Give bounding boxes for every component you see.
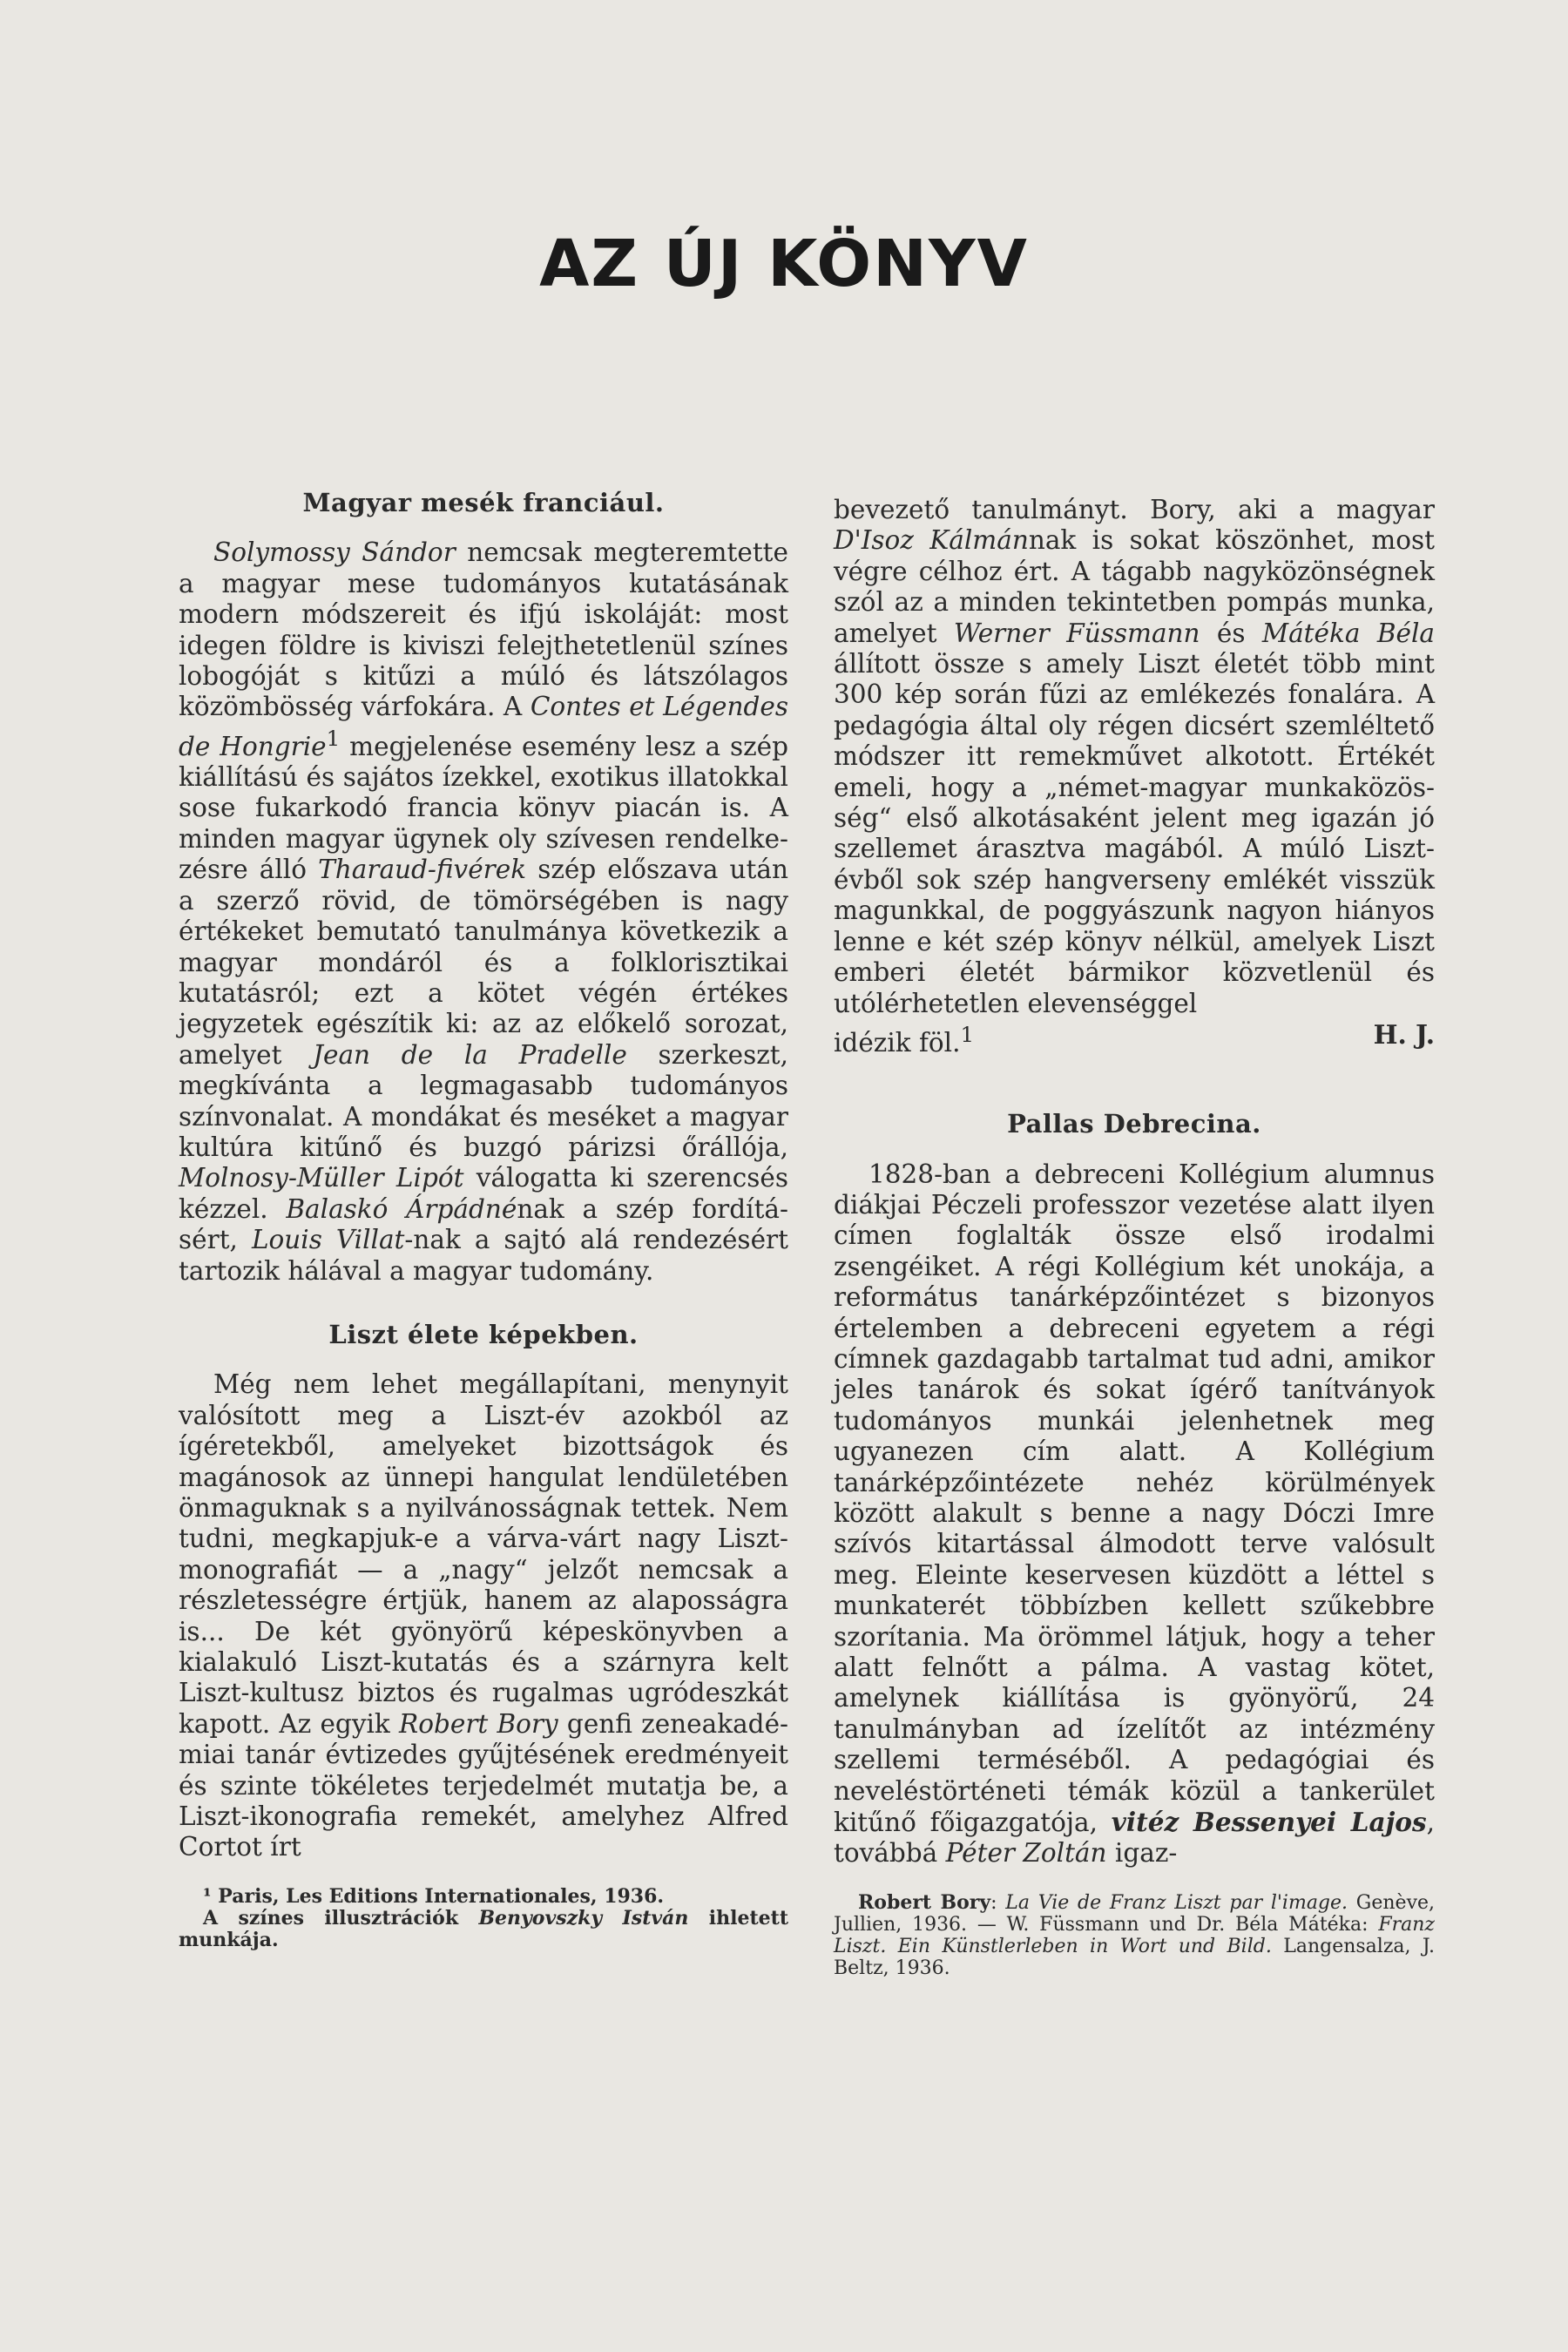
page-title: AZ ÚJ KÖNYV — [539, 226, 1029, 301]
article-magyar-mesek-body: Solymossy Sándor nemcsak megteremtette a magyar mese tudományos kutatásának modern módszereit és ifjú iskoláját: most idegen földre is kiviszi felejthetetlenül színes lobogóját s kitűzi a múló és látszólagos közömbösség várfokára. A Contes et Légendes de Hongrie$^1$ megjelenése esemény lesz a szép kiállítású és sajátos ízekkel, exotikus illatokkal sose fukarkodó francia könyv piacán is. A minden magyar ügynek oly szívesen rendelkezésre álló Tharaud-fivérek szép előszava után a szerző rövid, de tömörségében is nagy értékeket bemutató tanulmánya következik a magyar mondáról és a folklorisztikai kutatásról; ezt a kötet végén értékes jegyzetek egészítik ki: az az előkelő sorozat, amelyet Jean de la Pradelle szerkeszt, megkívánta a legmagasabb tudományos színvonalat. A mondákat és meséket a magyar kultúra kitűnő és buzgó párizsi őrállója, Molnosy-Müller Lipót válogatta ki szerencsés kézzel. Balaskó Árpádnénak a szép fordításért, Louis Villat-nak a sajtó alá rendezésért tartozik hálával a magyar tudomány. — [179, 537, 788, 1286]
author-signature: H. J. — [1373, 1018, 1435, 1050]
left-column — [179, 488, 788, 1951]
article-liszt-continued: bevezető tanulmányt. Bory, aki a magyar D'Isoz Kálmánnak is sokat köszönhet, most végre célhoz ért. A tágabb nagyközönségnek szól az a minden tekintetben pompás munka, amelyet Werner Füssmann és Mátéka Béla állított össze s amely Liszt életét több mint 300 kép során fűzi az emlékezés fonalára. A pedagógia által oly régen dicsért szemléltető módszer itt remekművet alkotott. Értékét emeli, hogy a „német-magyar munkaközösség“ első alkotásaként jelent meg igazán jó szellemet árasztva magából. A múló Liszt-évből sok szép hangverseny emlékét visszük magunkkal, de poggyászunk nagyon hiányos lenne e két szép könyv nélkül, amelyek Liszt emberi életét bármikor közvetlenül és utólérhetetlen elevenséggel — [834, 495, 1436, 1018]
section-heading-liszt: Liszt élete képekben. — [328, 1319, 639, 1349]
right-column — [834, 495, 1435, 1979]
section-heading-magyar-mesek: Magyar mesék franciául. — [302, 488, 665, 517]
article-liszt-body: Még nem lehet megállapítani, menynyit valósított meg a Liszt-év azokból az ígéretekből, amelyeket bizottságok és magánosok az ünnepi hangulat lendületében önmaguknak s a nyilvánosságnak tettek. Nem tudni, megkapjuk-e a várva-várt nagy Liszt-monografiát — a „nagy“ jelzőt nemcsak a részletességre értjük, hanem az alaposságra is... De két gyönyörű képeskönyvben a kialakuló Liszt-kutatás és a szárnyra kelt Liszt-kultusz biztos és rugalmas ugródeszkát kapott. Az egyik Robert Bory genfi zeneakadémiai tanár évtizedes gyűjtésének eredményeit és szinte tökéletes terjedelmét mutatja be, a Liszt-ikonografia remekét, amelyhez Alfred Cortot írt — [179, 1369, 788, 1862]
signature-line: idézik föl.$^1$ H. J. — [834, 1018, 1435, 1058]
footnote-left: ¹ Paris, Les Editions Internationales, 1936. A színes illusztrációk Benyovszky István ihletett munkája. — [179, 1884, 788, 1951]
section-heading-pallas-debrecina: Pallas Debrecina. — [1007, 1109, 1261, 1139]
footnote-right: Robert Bory: La Vie de Franz Liszt par l'image. Genève, Jullien, 1936. — W. Füssmann und Dr. Béla Mátéka: Franz Liszt. Ein Künstlerleben in Wort und Bild. Langensalza, J. Beltz, 1936. — [834, 1890, 1436, 1979]
article-pallas-debrecina-body: 1828-ban a debreceni Kollégium alumnus diákjai Péczeli professzor vezetése alatt ilyen címen foglalták össze első irodalmi zsengéiket. A régi Kollégium két unokája, a református tanárképzőintézet s bizonyos értelemben a debreceni egyetem a régi címnek gazdagabb tartalmat tud adni, amikor jeles tanárok és sokat ígérő tanítványok tudományos munkái jelenhetnek meg ugyanezen cím alatt. A Kollégium tanárképzőintézete nehéz körülmények között alakult s benne a nagy Dóczi Imre szívós kitartással álmodott terve valósult meg. Eleinte keservesen küzdött a léttel s munkaterét többízben kellett szűkebbre szorítania. Ma örömmel látjuk, hogy a teher alatt felnőtt a pálma. A vastag kötet, amelynek kiállítása is gyönyörű, 24 tanulmányban ad ízelítőt az intézmény szellemi terméséből. A pedagógiai és neveléstörténeti témák közül a tankerület kitűnő főigazgatója, vitéz Bessenyei Lajos, továbbá Péter Zoltán igaz- — [834, 1159, 1435, 1869]
